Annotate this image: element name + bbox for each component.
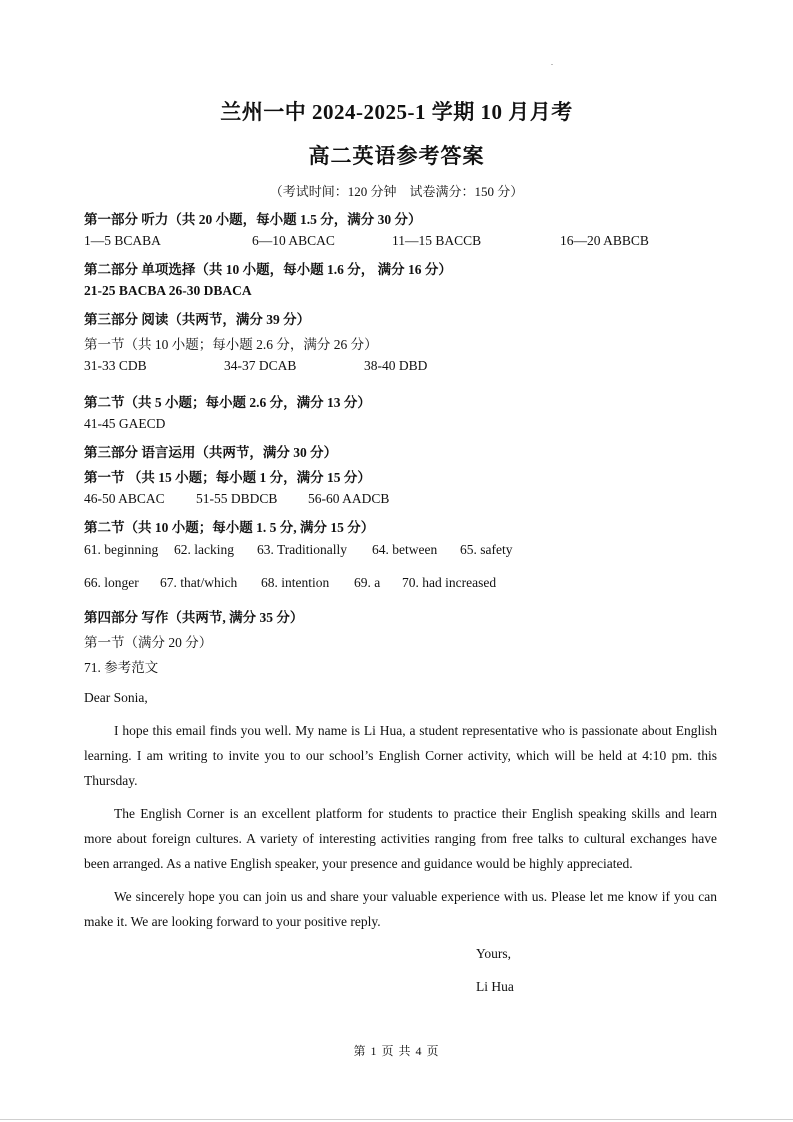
letter-paragraph: I hope this email finds you well. My name is Li Hua, a student representative who is passionate about English learning. I am writing to invite you to our school’s English Corner activity, which will be held at 4:10 pm. this Thursday. bbox=[84, 723, 717, 788]
fill-answer: 67. that/which bbox=[160, 575, 238, 590]
answer-group: 31-33 CDB bbox=[84, 358, 147, 373]
part3-section1-heading: 第一节（共 10 小题；每小题 2.6 分，满分 26 分） bbox=[84, 337, 378, 352]
part3-section2-heading: 第二节（共 5 小题；每小题 2.6 分，满分 13 分） bbox=[84, 395, 371, 410]
letter-paragraph: The English Corner is an excellent platform for students to practice their English speaking skills and learn more about foreign cultures. A variety of interesting activities ranging from free talks to cultural exchanges have been arranged. As a native English speaker, your presence and guidance would be highly appreciated. bbox=[84, 806, 717, 871]
fill-answer: 68. intention bbox=[261, 575, 330, 590]
fill-answer: 63. Traditionally bbox=[257, 542, 348, 557]
answer-group: 11—15 BACCB bbox=[392, 233, 482, 248]
language-use-heading: 第三部分 语言运用（共两节，满分 30 分） bbox=[84, 445, 338, 460]
letter-closing: Yours, bbox=[476, 946, 512, 961]
fill-answer: 66. longer bbox=[84, 575, 139, 590]
letter-paragraph: We sincerely hope you can join us and share your valuable experience with us. Please let me know if you can make it. We are looking forward to your positive reply. bbox=[84, 889, 717, 929]
part3-section2-answers: 41-45 GAECD bbox=[84, 416, 166, 431]
answer-group: 1—5 BCABA bbox=[84, 233, 161, 248]
answer-group: 51-55 DBDCB bbox=[196, 491, 278, 506]
letter-signature: Li Hua bbox=[476, 979, 514, 994]
part1-heading: 第一部分 听力（共 20 小题，每小题 1.5 分，满分 30 分） bbox=[84, 212, 422, 227]
answer-group: 34-37 DCAB bbox=[224, 358, 297, 373]
corner-mark: . bbox=[551, 58, 553, 67]
answer-group: 6—10 ABCAC bbox=[252, 233, 335, 248]
page-number: 第 1 页 共 4 页 bbox=[353, 1044, 440, 1058]
fill-answer: 64. between bbox=[372, 542, 438, 557]
document-subtitle: 高二英语参考答案 bbox=[308, 144, 485, 168]
letter-greeting: Dear Sonia, bbox=[84, 690, 148, 705]
part2-heading: 第二部分 单项选择（共 10 小题，每小题 1.6 分， 满分 16 分） bbox=[84, 262, 452, 277]
part3-heading: 第三部分 阅读（共两节，满分 39 分） bbox=[84, 312, 311, 327]
part3-section1-answers bbox=[84, 358, 584, 376]
part1-answers bbox=[84, 233, 724, 251]
answer-group: 56-60 AADCB bbox=[308, 491, 390, 506]
fill-answer: 65. safety bbox=[460, 542, 513, 557]
part4-section1-heading: 第一节（满分 20 分） bbox=[84, 635, 213, 650]
fill-answer: 69. a bbox=[354, 575, 381, 590]
part2-answers: 21-25 BACBA 26-30 DBACA bbox=[84, 283, 252, 298]
language-section1-heading: 第一节 （共 15 小题；每小题 1 分，满分 15 分） bbox=[84, 470, 371, 485]
part4-heading: 第四部分 写作（共两节, 满分 35 分） bbox=[84, 610, 304, 625]
language-section2-heading: 第二节（共 10 小题；每小题 1. 5 分, 满分 15 分） bbox=[84, 520, 375, 535]
fill-answers-row2 bbox=[84, 575, 704, 593]
fill-answers-row1 bbox=[84, 542, 704, 560]
page-bottom-rule bbox=[0, 1119, 793, 1120]
sample-essay-label: 71. 参考范文 bbox=[84, 660, 159, 675]
fill-answer: 70. had increased bbox=[402, 575, 497, 590]
document-title: 兰州一中 2024-2025-1 学期 10 月月考 bbox=[220, 100, 573, 124]
fill-answer: 62. lacking bbox=[174, 542, 234, 557]
exam-info: （考试时间：120 分钟 试卷满分：150 分） bbox=[269, 184, 524, 199]
fill-answer: 61. beginning bbox=[84, 542, 159, 557]
answer-group: 16—20 ABBCB bbox=[560, 233, 649, 248]
language-section1-answers bbox=[84, 491, 584, 509]
answer-group: 38-40 DBD bbox=[364, 358, 428, 373]
answer-group: 46-50 ABCAC bbox=[84, 491, 165, 506]
